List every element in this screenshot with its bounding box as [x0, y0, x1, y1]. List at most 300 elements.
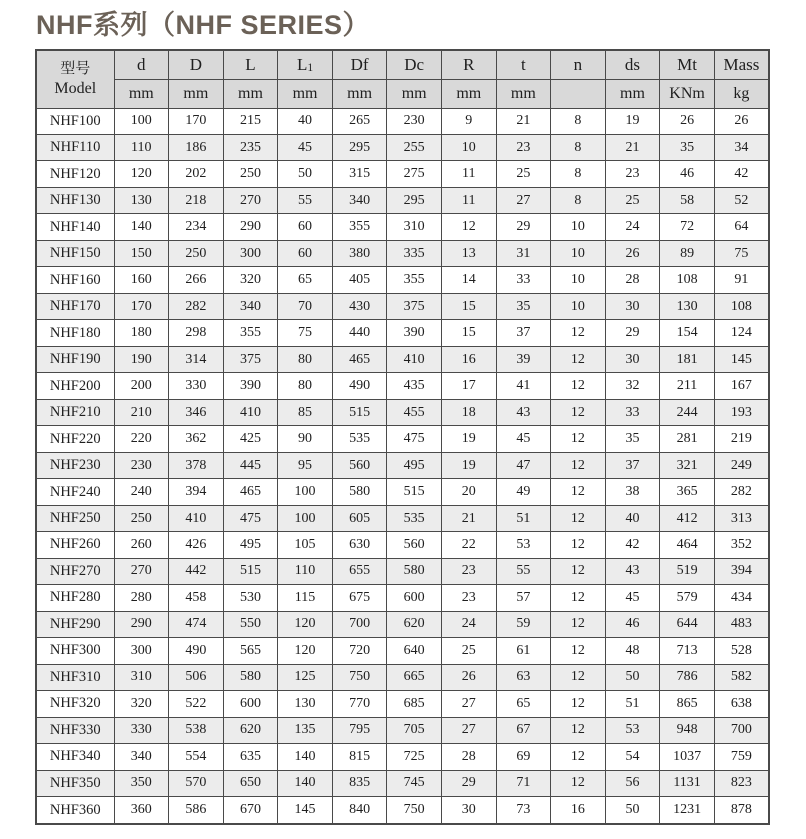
value-cell: 300 [223, 240, 278, 266]
value-cell: 282 [169, 293, 224, 319]
col-label: Mt [677, 54, 697, 74]
value-cell: 39 [496, 346, 551, 372]
col-header-L1 [278, 50, 333, 79]
value-cell: 26 [605, 240, 660, 266]
value-cell: 1037 [660, 744, 715, 770]
value-cell: 14 [441, 267, 496, 293]
value-cell: 23 [605, 161, 660, 187]
value-cell: 390 [387, 320, 442, 346]
table-row-NHF250 [36, 505, 769, 531]
model-cell: NHF160 [36, 267, 114, 293]
col-label: R [463, 54, 475, 74]
value-cell: 12 [551, 532, 606, 558]
value-cell: 180 [114, 320, 169, 346]
value-cell: 355 [223, 320, 278, 346]
value-cell: 55 [496, 558, 551, 584]
value-cell: 580 [332, 479, 387, 505]
value-cell: 445 [223, 452, 278, 478]
value-cell: 215 [223, 108, 278, 134]
col-header-Df [332, 50, 387, 79]
col-label: L [296, 54, 308, 74]
col-label: d [137, 54, 146, 74]
value-cell: 202 [169, 161, 224, 187]
value-cell: 56 [605, 770, 660, 796]
value-cell: 234 [169, 214, 224, 240]
value-cell: 12 [551, 638, 606, 664]
table-row-NHF120 [36, 161, 769, 187]
col-unit-L: mm [223, 79, 278, 108]
col-header-Dc [387, 50, 442, 79]
value-cell: 298 [169, 320, 224, 346]
model-cell: NHF360 [36, 797, 114, 824]
col-unit-t: mm [496, 79, 551, 108]
model-cell: NHF250 [36, 505, 114, 531]
value-cell: 770 [332, 691, 387, 717]
value-cell: 23 [441, 585, 496, 611]
value-cell: 638 [714, 691, 769, 717]
model-cell: NHF100 [36, 108, 114, 134]
value-cell: 21 [441, 505, 496, 531]
value-cell: 47 [496, 452, 551, 478]
table-row-NHF260 [36, 532, 769, 558]
value-cell: 620 [223, 717, 278, 743]
value-cell: 295 [387, 187, 442, 213]
value-cell: 28 [605, 267, 660, 293]
header-row-units [36, 79, 769, 108]
value-cell: 170 [114, 293, 169, 319]
value-cell: 12 [441, 214, 496, 240]
value-cell: 8 [551, 187, 606, 213]
table-row-NHF170 [36, 293, 769, 319]
value-cell: 38 [605, 479, 660, 505]
value-cell: 100 [278, 505, 333, 531]
value-cell: 167 [714, 373, 769, 399]
value-cell: 295 [332, 134, 387, 160]
value-cell: 483 [714, 611, 769, 637]
value-cell: 100 [278, 479, 333, 505]
value-cell: 315 [332, 161, 387, 187]
value-cell: 519 [660, 558, 715, 584]
value-cell: 270 [114, 558, 169, 584]
value-cell: 26 [714, 108, 769, 134]
value-cell: 65 [278, 267, 333, 293]
value-cell: 474 [169, 611, 224, 637]
value-cell: 32 [605, 373, 660, 399]
value-cell: 280 [114, 585, 169, 611]
value-cell: 330 [169, 373, 224, 399]
value-cell: 360 [114, 797, 169, 824]
value-cell: 13 [441, 240, 496, 266]
model-cell: NHF130 [36, 187, 114, 213]
value-cell: 27 [441, 717, 496, 743]
value-cell: 335 [387, 240, 442, 266]
value-cell: 390 [223, 373, 278, 399]
value-cell: 11 [441, 187, 496, 213]
model-cell: NHF170 [36, 293, 114, 319]
value-cell: 362 [169, 426, 224, 452]
value-cell: 720 [332, 638, 387, 664]
value-cell: 219 [714, 426, 769, 452]
model-cell: NHF280 [36, 585, 114, 611]
header-row-labels [36, 50, 769, 79]
model-cell: NHF220 [36, 426, 114, 452]
value-cell: 535 [332, 426, 387, 452]
model-cell: NHF200 [36, 373, 114, 399]
value-cell: 244 [660, 399, 715, 425]
table-header [36, 50, 769, 108]
value-cell: 265 [332, 108, 387, 134]
value-cell: 37 [496, 320, 551, 346]
value-cell: 140 [278, 770, 333, 796]
value-cell: 313 [714, 505, 769, 531]
value-cell: 255 [387, 134, 442, 160]
model-cell: NHF260 [36, 532, 114, 558]
value-cell: 515 [332, 399, 387, 425]
value-cell: 33 [496, 267, 551, 293]
table-row-NHF310 [36, 664, 769, 690]
model-cell: NHF180 [36, 320, 114, 346]
value-cell: 490 [332, 373, 387, 399]
value-cell: 260 [114, 532, 169, 558]
value-cell: 21 [605, 134, 660, 160]
value-cell: 455 [387, 399, 442, 425]
value-cell: 321 [660, 452, 715, 478]
value-cell: 579 [660, 585, 715, 611]
value-cell: 22 [441, 532, 496, 558]
value-cell: 110 [278, 558, 333, 584]
value-cell: 20 [441, 479, 496, 505]
col-label: t [520, 54, 526, 74]
table-row-NHF140 [36, 214, 769, 240]
value-cell: 434 [714, 585, 769, 611]
value-cell: 670 [223, 797, 278, 824]
value-cell: 12 [551, 452, 606, 478]
table-row-NHF240 [36, 479, 769, 505]
model-cell: NHF190 [36, 346, 114, 372]
col-header-model-zh: 型号 [60, 60, 91, 77]
value-cell: 685 [387, 691, 442, 717]
value-cell: 620 [387, 611, 442, 637]
value-cell: 61 [496, 638, 551, 664]
value-cell: 465 [223, 479, 278, 505]
value-cell: 53 [496, 532, 551, 558]
value-cell: 49 [496, 479, 551, 505]
value-cell: 50 [278, 161, 333, 187]
value-cell: 249 [714, 452, 769, 478]
nhf-spec-table [35, 49, 770, 825]
value-cell: 12 [551, 664, 606, 690]
value-cell: 45 [278, 134, 333, 160]
value-cell: 108 [660, 267, 715, 293]
value-cell: 27 [496, 187, 551, 213]
model-cell: NHF120 [36, 161, 114, 187]
value-cell: 330 [114, 717, 169, 743]
value-cell: 475 [387, 426, 442, 452]
value-cell: 665 [387, 664, 442, 690]
value-cell: 40 [605, 505, 660, 531]
value-cell: 35 [605, 426, 660, 452]
value-cell: 19 [441, 426, 496, 452]
table-row-NHF110 [36, 134, 769, 160]
value-cell: 786 [660, 664, 715, 690]
value-cell: 394 [169, 479, 224, 505]
value-cell: 34 [714, 134, 769, 160]
value-cell: 186 [169, 134, 224, 160]
value-cell: 281 [660, 426, 715, 452]
value-cell: 15 [441, 320, 496, 346]
value-cell: 100 [114, 108, 169, 134]
value-cell: 375 [387, 293, 442, 319]
value-cell: 425 [223, 426, 278, 452]
value-cell: 240 [114, 479, 169, 505]
value-cell: 29 [496, 214, 551, 240]
value-cell: 750 [332, 664, 387, 690]
value-cell: 80 [278, 373, 333, 399]
page-title: NHF系列（NHF SERIES） [36, 10, 371, 40]
col-header-R [441, 50, 496, 79]
table-row-NHF130 [36, 187, 769, 213]
value-cell: 9 [441, 108, 496, 134]
col-label-sub: 1 [307, 60, 314, 74]
value-cell: 705 [387, 717, 442, 743]
table-row-NHF340 [36, 744, 769, 770]
value-cell: 350 [114, 770, 169, 796]
value-cell: 230 [114, 452, 169, 478]
value-cell: 170 [169, 108, 224, 134]
value-cell: 130 [278, 691, 333, 717]
value-cell: 12 [551, 691, 606, 717]
value-cell: 85 [278, 399, 333, 425]
value-cell: 490 [169, 638, 224, 664]
value-cell: 95 [278, 452, 333, 478]
value-cell: 12 [551, 611, 606, 637]
value-cell: 91 [714, 267, 769, 293]
table-row-NHF350 [36, 770, 769, 796]
value-cell: 250 [169, 240, 224, 266]
value-cell: 33 [605, 399, 660, 425]
value-cell: 600 [223, 691, 278, 717]
value-cell: 42 [714, 161, 769, 187]
col-header-L [223, 50, 278, 79]
table-body [36, 108, 769, 824]
table-row-NHF220 [36, 426, 769, 452]
value-cell: 700 [332, 611, 387, 637]
value-cell: 150 [114, 240, 169, 266]
value-cell: 35 [496, 293, 551, 319]
col-unit-D: mm [169, 79, 224, 108]
value-cell: 759 [714, 744, 769, 770]
model-cell: NHF210 [36, 399, 114, 425]
value-cell: 1131 [660, 770, 715, 796]
value-cell: 21 [496, 108, 551, 134]
value-cell: 320 [114, 691, 169, 717]
col-header-D [169, 50, 224, 79]
value-cell: 18 [441, 399, 496, 425]
value-cell: 80 [278, 346, 333, 372]
value-cell: 725 [387, 744, 442, 770]
value-cell: 63 [496, 664, 551, 690]
value-cell: 72 [660, 214, 715, 240]
value-cell: 105 [278, 532, 333, 558]
value-cell: 440 [332, 320, 387, 346]
value-cell: 320 [223, 267, 278, 293]
value-cell: 554 [169, 744, 224, 770]
value-cell: 53 [605, 717, 660, 743]
value-cell: 12 [551, 346, 606, 372]
value-cell: 65 [496, 691, 551, 717]
value-cell: 275 [387, 161, 442, 187]
col-header-d [114, 50, 169, 79]
value-cell: 15 [441, 293, 496, 319]
value-cell: 31 [496, 240, 551, 266]
value-cell: 130 [660, 293, 715, 319]
table-row-NHF270 [36, 558, 769, 584]
col-unit-L1: mm [278, 79, 333, 108]
value-cell: 405 [332, 267, 387, 293]
value-cell: 495 [387, 452, 442, 478]
value-cell: 30 [441, 797, 496, 824]
value-cell: 108 [714, 293, 769, 319]
value-cell: 948 [660, 717, 715, 743]
col-header-model-en: Model [54, 79, 97, 97]
col-label: Mass [723, 54, 760, 74]
value-cell: 181 [660, 346, 715, 372]
value-cell: 282 [714, 479, 769, 505]
value-cell: 59 [496, 611, 551, 637]
col-header-n [551, 50, 606, 79]
value-cell: 878 [714, 797, 769, 824]
value-cell: 45 [496, 426, 551, 452]
value-cell: 352 [714, 532, 769, 558]
value-cell: 42 [605, 532, 660, 558]
value-cell: 340 [332, 187, 387, 213]
table-row-NHF230 [36, 452, 769, 478]
value-cell: 580 [223, 664, 278, 690]
value-cell: 57 [496, 585, 551, 611]
value-cell: 25 [441, 638, 496, 664]
table-row-NHF280 [36, 585, 769, 611]
value-cell: 12 [551, 717, 606, 743]
value-cell: 135 [278, 717, 333, 743]
table-row-NHF190 [36, 346, 769, 372]
value-cell: 530 [223, 585, 278, 611]
table-row-NHF320 [36, 691, 769, 717]
value-cell: 60 [278, 240, 333, 266]
value-cell: 28 [441, 744, 496, 770]
value-cell: 235 [223, 134, 278, 160]
value-cell: 412 [660, 505, 715, 531]
value-cell: 375 [223, 346, 278, 372]
table-row-NHF360 [36, 797, 769, 824]
value-cell: 378 [169, 452, 224, 478]
value-cell: 51 [605, 691, 660, 717]
col-unit-ds: mm [605, 79, 660, 108]
value-cell: 29 [441, 770, 496, 796]
value-cell: 835 [332, 770, 387, 796]
value-cell: 64 [714, 214, 769, 240]
value-cell: 528 [714, 638, 769, 664]
value-cell: 750 [387, 797, 442, 824]
value-cell: 266 [169, 267, 224, 293]
value-cell: 24 [605, 214, 660, 240]
value-cell: 120 [278, 638, 333, 664]
value-cell: 23 [496, 134, 551, 160]
value-cell: 12 [551, 479, 606, 505]
value-cell: 430 [332, 293, 387, 319]
value-cell: 346 [169, 399, 224, 425]
table-row-NHF300 [36, 638, 769, 664]
value-cell: 220 [114, 426, 169, 452]
model-cell: NHF240 [36, 479, 114, 505]
table-row-NHF290 [36, 611, 769, 637]
model-cell: NHF340 [36, 744, 114, 770]
value-cell: 550 [223, 611, 278, 637]
value-cell: 27 [441, 691, 496, 717]
col-label: L [245, 54, 256, 74]
value-cell: 823 [714, 770, 769, 796]
value-cell: 605 [332, 505, 387, 531]
value-cell: 25 [605, 187, 660, 213]
value-cell: 54 [605, 744, 660, 770]
value-cell: 12 [551, 585, 606, 611]
value-cell: 19 [441, 452, 496, 478]
value-cell: 290 [223, 214, 278, 240]
value-cell: 50 [605, 797, 660, 824]
col-header-ds [605, 50, 660, 79]
value-cell: 745 [387, 770, 442, 796]
value-cell: 16 [551, 797, 606, 824]
value-cell: 37 [605, 452, 660, 478]
value-cell: 115 [278, 585, 333, 611]
model-cell: NHF140 [36, 214, 114, 240]
value-cell: 26 [660, 108, 715, 134]
value-cell: 380 [332, 240, 387, 266]
value-cell: 250 [223, 161, 278, 187]
value-cell: 700 [714, 717, 769, 743]
value-cell: 120 [278, 611, 333, 637]
value-cell: 410 [169, 505, 224, 531]
model-cell: NHF290 [36, 611, 114, 637]
value-cell: 130 [114, 187, 169, 213]
value-cell: 8 [551, 134, 606, 160]
value-cell: 75 [714, 240, 769, 266]
value-cell: 140 [114, 214, 169, 240]
value-cell: 193 [714, 399, 769, 425]
value-cell: 145 [278, 797, 333, 824]
table-row-NHF100 [36, 108, 769, 134]
value-cell: 218 [169, 187, 224, 213]
col-unit-Mt: KNm [660, 79, 715, 108]
value-cell: 46 [605, 611, 660, 637]
value-cell: 600 [387, 585, 442, 611]
value-cell: 29 [605, 320, 660, 346]
value-cell: 250 [114, 505, 169, 531]
value-cell: 522 [169, 691, 224, 717]
value-cell: 200 [114, 373, 169, 399]
value-cell: 410 [387, 346, 442, 372]
value-cell: 210 [114, 399, 169, 425]
value-cell: 70 [278, 293, 333, 319]
col-unit-Mass: kg [714, 79, 769, 108]
value-cell: 73 [496, 797, 551, 824]
value-cell: 124 [714, 320, 769, 346]
value-cell: 655 [332, 558, 387, 584]
model-cell: NHF270 [36, 558, 114, 584]
col-label: ds [624, 54, 641, 74]
value-cell: 40 [278, 108, 333, 134]
value-cell: 506 [169, 664, 224, 690]
value-cell: 35 [660, 134, 715, 160]
